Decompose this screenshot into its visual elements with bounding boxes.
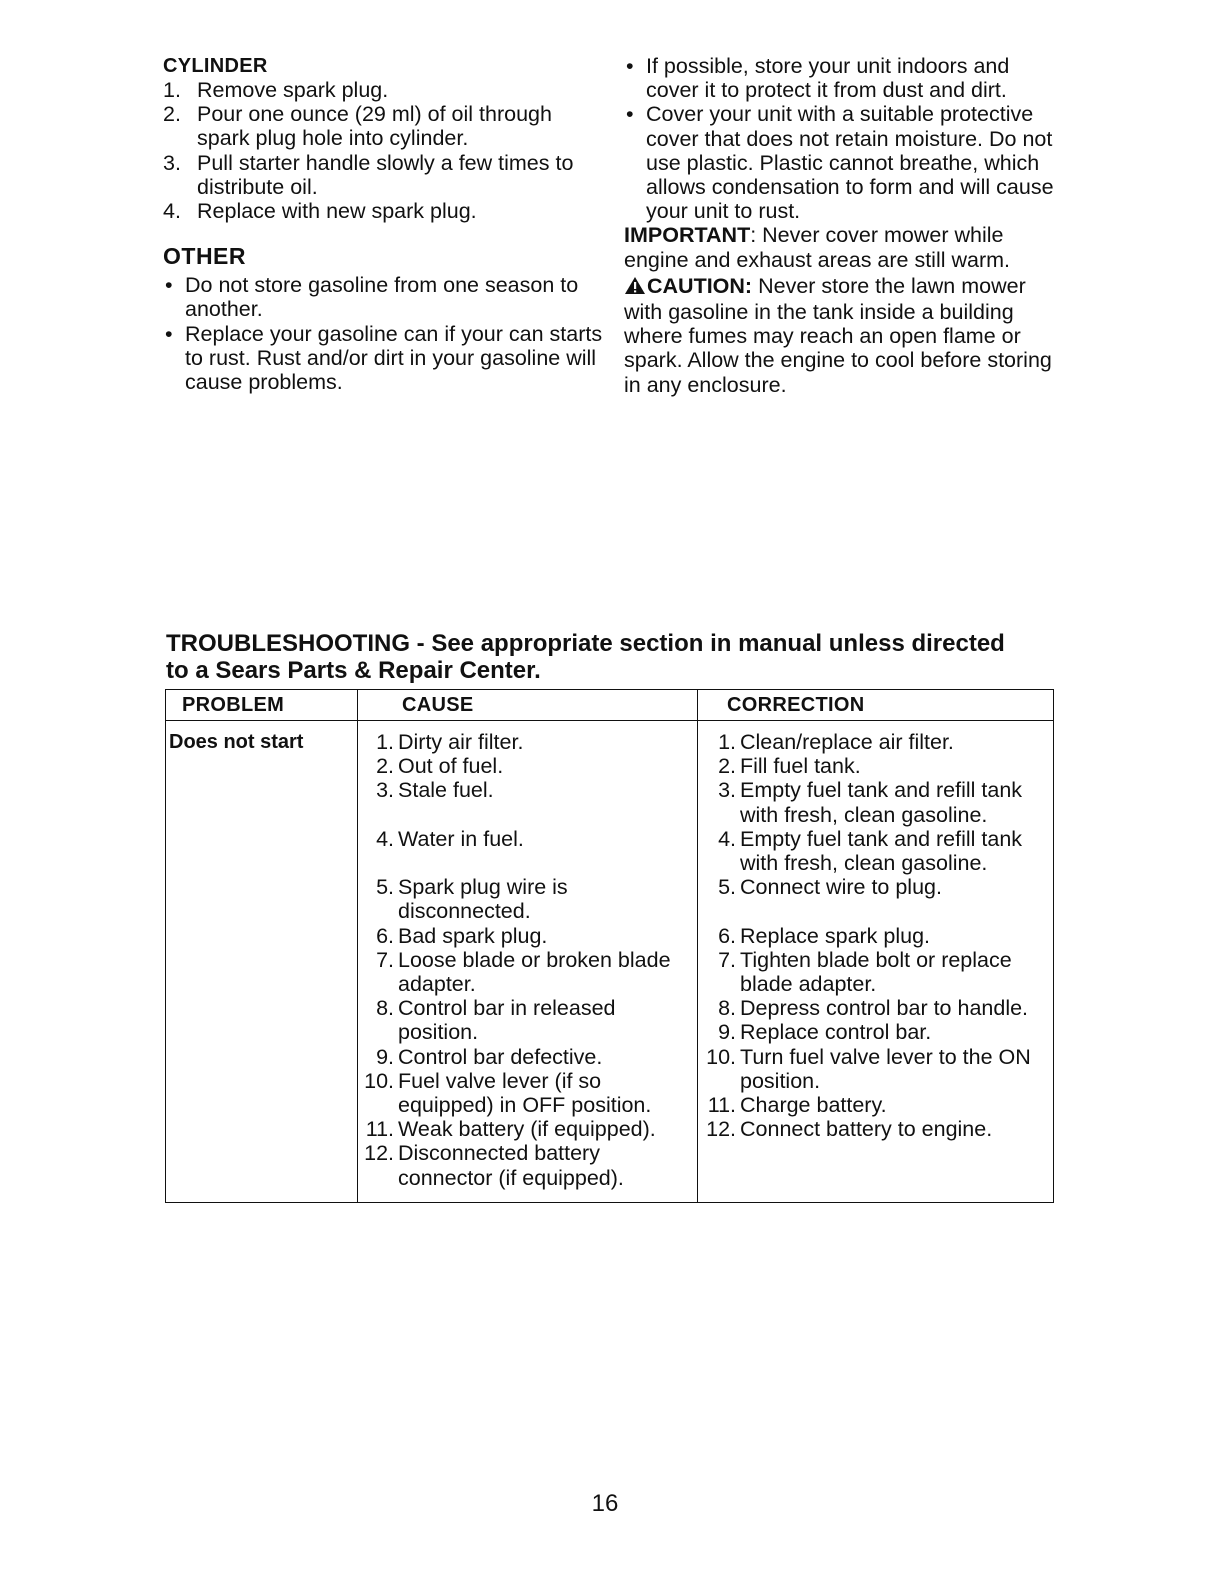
correction-item: 6. Replace spark plug.	[718, 923, 931, 948]
cause-item: 7. Loose blade or broken blade adapter.	[376, 947, 671, 996]
correction-item: 11. Charge battery.	[707, 1093, 887, 1118]
header-correction: CORRECTION	[727, 694, 865, 716]
page-number: 16	[591, 1490, 619, 1517]
storage-bullet: • If possible, store your unit indoors and cover it to protect it from dust and dirt.	[626, 54, 1010, 103]
bullet-icon: •	[165, 321, 173, 346]
cause-cell	[364, 730, 694, 1190]
cause-item: 3. Stale fuel.	[376, 778, 494, 803]
correction-item: 8. Depress control bar to handle.	[718, 996, 1029, 1021]
cause-item: 1. Dirty air filter.	[376, 730, 524, 754]
bullet-icon: •	[626, 54, 634, 78]
bullet-icon: •	[626, 102, 634, 127]
cause-item: 4. Water in fuel.	[376, 826, 524, 851]
troubleshooting-title: TROUBLESHOOTING - See appropriate section in manual unless directed to a Sears Parts & Repair Center.	[166, 630, 1005, 684]
cause-list	[364, 730, 694, 1190]
correction-item: 9. Replace control bar.	[718, 1020, 932, 1045]
cause-item: 2. Out of fuel.	[376, 754, 504, 779]
correction-item: 7. Tighten blade bolt or replace blade adapter.	[718, 947, 1012, 997]
cylinder-step: 3. Pull starter handle slowly a few times to distribute oil.	[163, 150, 574, 199]
correction-item: 3. Empty fuel tank and refill tank with fresh, clean gasoline.	[718, 778, 1023, 827]
correction-cell	[706, 730, 1052, 1141]
caution-label: CAUTION:	[647, 273, 753, 298]
left-column	[163, 54, 603, 394]
header-divider	[166, 720, 1053, 721]
cause-item: 10. Fuel valve lever (if so equipped) in OFF position.	[364, 1068, 652, 1118]
correction-item: 4. Empty fuel tank and refill tank with fresh, clean gasoline.	[718, 826, 1023, 876]
other-bullets	[163, 273, 603, 394]
header-problem: PROBLEM	[182, 694, 285, 716]
correction-item: 5. Connect wire to plug.	[718, 875, 942, 900]
cylinder-steps	[163, 78, 603, 223]
cause-item: 8. Control bar in released position.	[376, 996, 616, 1045]
right-column	[624, 54, 1064, 397]
caution-note	[624, 274, 1064, 397]
troubleshooting-table	[165, 689, 1054, 1203]
important-note	[624, 223, 1064, 271]
correction-list	[706, 730, 1052, 1141]
caution-text: Never store the lawn mower with gasoline in the tank inside a building where fumes may reach an open flame or spark. Allow the engine to cool before storing in any enclosure.	[624, 273, 1052, 397]
bullet-icon: •	[165, 273, 173, 298]
warning-triangle-icon	[624, 276, 646, 300]
other-bullet: • Replace your gasoline can if your can starts to rust. Rust and/or dirt in your gasoline will cause problems.	[165, 321, 603, 395]
cause-item: 9. Control bar defective.	[376, 1044, 603, 1069]
other-heading: OTHER	[163, 243, 246, 270]
other-bullet: • Do not store gasoline from one season to another.	[165, 273, 579, 322]
cause-item: 5. Spark plug wire is disconnected.	[376, 875, 568, 924]
cylinder-step: 4. Replace with new spark plug.	[163, 199, 477, 224]
storage-bullets	[624, 54, 1064, 223]
column-divider	[697, 690, 698, 1202]
cylinder-step: 1. Remove spark plug.	[163, 78, 389, 102]
cause-item: 12. Disconnected battery connector (if equipped).	[364, 1141, 624, 1190]
important-label: IMPORTANT	[624, 223, 751, 248]
correction-item: 2. Fill fuel tank.	[718, 754, 861, 779]
column-divider	[357, 690, 358, 1202]
important-text: : Never cover mower while engine and exhaust areas are still warm.	[624, 223, 1011, 272]
header-cause: CAUSE	[402, 694, 474, 716]
cylinder-step: 2. Pour one ounce (29 ml) of oil through spark plug hole into cylinder.	[163, 102, 552, 151]
cylinder-heading: CYLINDER	[163, 55, 268, 77]
problem-cell: Does not start	[169, 731, 304, 753]
correction-item: 12. Connect battery to engine.	[706, 1117, 993, 1142]
storage-bullet: • Cover your unit with a suitable protective cover that does not retain moisture. Do not use plastic. Plastic cannot breathe, which allows condensation to form and will cause your unit to rust.	[626, 102, 1054, 224]
correction-item: 1. Clean/replace air filter.	[718, 730, 954, 754]
cause-item: 6. Bad spark plug.	[376, 923, 548, 948]
correction-item: 10. Turn fuel valve lever to the ON position.	[706, 1044, 1031, 1093]
cause-item: 11. Weak battery (if equipped).	[365, 1117, 656, 1142]
